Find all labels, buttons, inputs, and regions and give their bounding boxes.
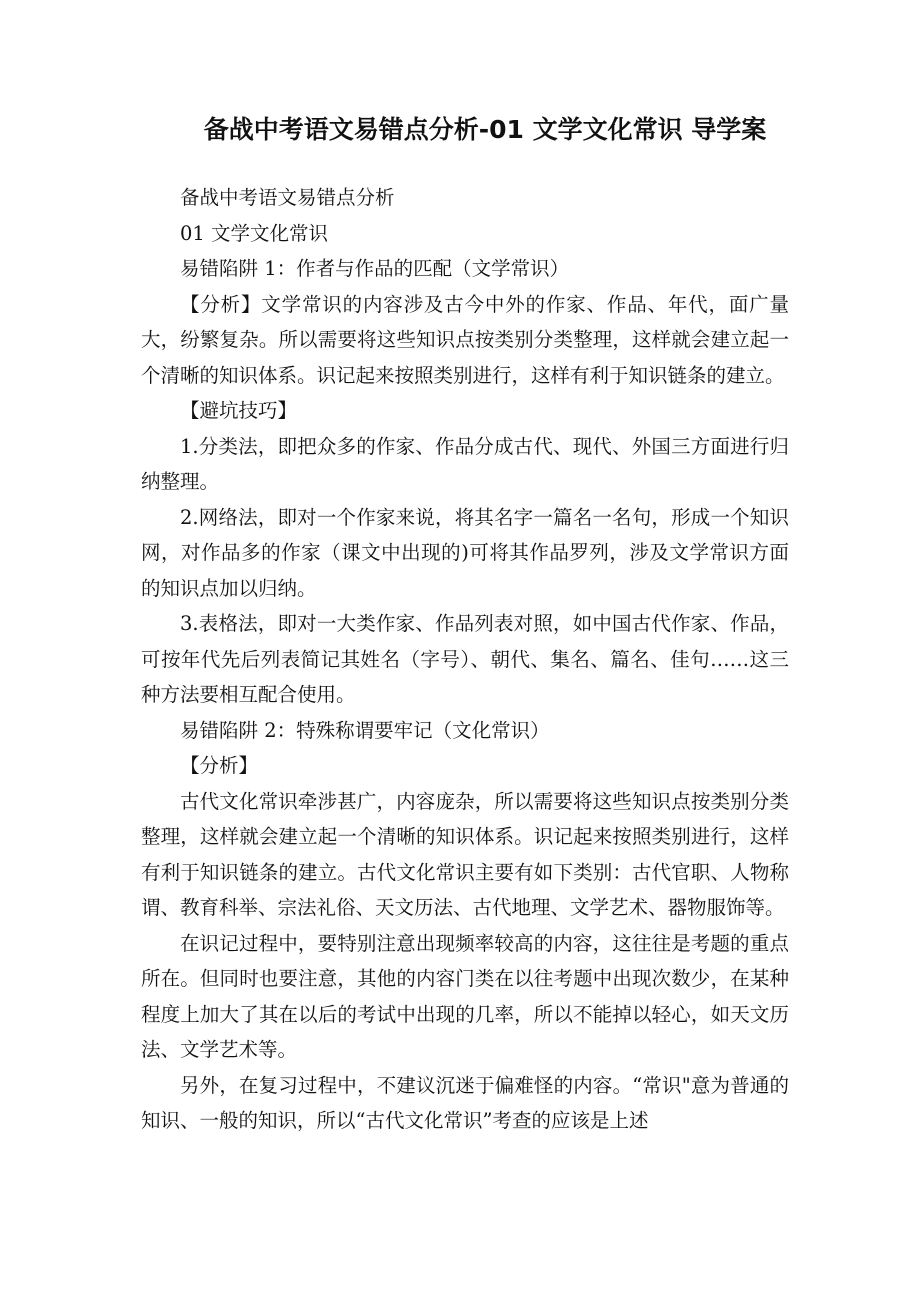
paragraph-trap-1-analysis: 【分析】文学常识的内容涉及古今中外的作家、作品、年代，面广量大，纷繁复杂。所以需要将这些知识点按类别分类整理，这样就会建立起一个清晰的知识体系。识记起来按照类别进行，这样有利于知识链条的建立。 xyxy=(141,292,789,387)
paragraph-trap-1-heading: 易错陷阱 1：作者与作品的匹配（文学常识） xyxy=(180,257,570,280)
paragraph-tip-1: 1.分类法，即把众多的作家、作品分成古代、现代、外国三方面进行归纳整理。 xyxy=(141,434,789,493)
paragraph-section-heading: 01 文学文化常识 xyxy=(180,221,329,245)
document-body xyxy=(141,180,789,1139)
paragraph-trap-2-analysis: 古代文化常识牵涉甚广，内容庞杂，所以需要将这些知识点按类别分类整理，这样就会建立起一个清晰的知识体系。识记起来按照类别进行，这样有利于知识链条的建立。古代文化常识主要有如下类别：古代官职、人物称谓、教育科举、宗法礼俗、天文历法、古代地理、文学艺术、器物服饰等。 xyxy=(141,789,789,919)
paragraph-subtitle: 备战中考语文易错点分析 xyxy=(180,186,395,209)
paragraph-review-advice: 另外，在复习过程中，不建议沉迷于偏难怪的内容。“常识"意为普通的知识、一般的知识，所以“古代文化常识”考查的应该是上述 xyxy=(141,1073,789,1132)
paragraph-tip-2: 2.网络法，即对一个作家来说，将其名字一篇名一名句，形成一个知识网，对作品多的作家（课文中出现的)可将其作品罗列，涉及文学常识方面的知识点加以归纳。 xyxy=(141,505,789,600)
paragraph-tip-3: 3.表格法，即对一大类作家、作品列表对照，如中国古代作家、作品，可按年代先后列表简记其姓名（字号）、朝代、集名、篇名、佳句……这三种方法要相互配合使用。 xyxy=(141,612,789,706)
paragraph-trap-2-analysis-heading: 【分析】 xyxy=(180,754,259,777)
document-title: 备战中考语文易错点分析-01 文学文化常识 导学案 xyxy=(203,115,767,144)
paragraph-trap-2-heading: 易错陷阱 2：特殊称谓要牢记（文化常识） xyxy=(180,718,550,742)
paragraph-memorization: 在识记过程中，要特别注意出现频率较高的内容，这往往是考题的重点所在。但同时也要注意，其他的内容门类在以往考题中出现次数少，在某种程度上加大了其在以后的考试中出现的几率，所以不能掉以轻心，如天文历法、文学艺术等。 xyxy=(141,931,789,1061)
paragraph-tips-heading: 【避坑技巧】 xyxy=(180,399,298,422)
